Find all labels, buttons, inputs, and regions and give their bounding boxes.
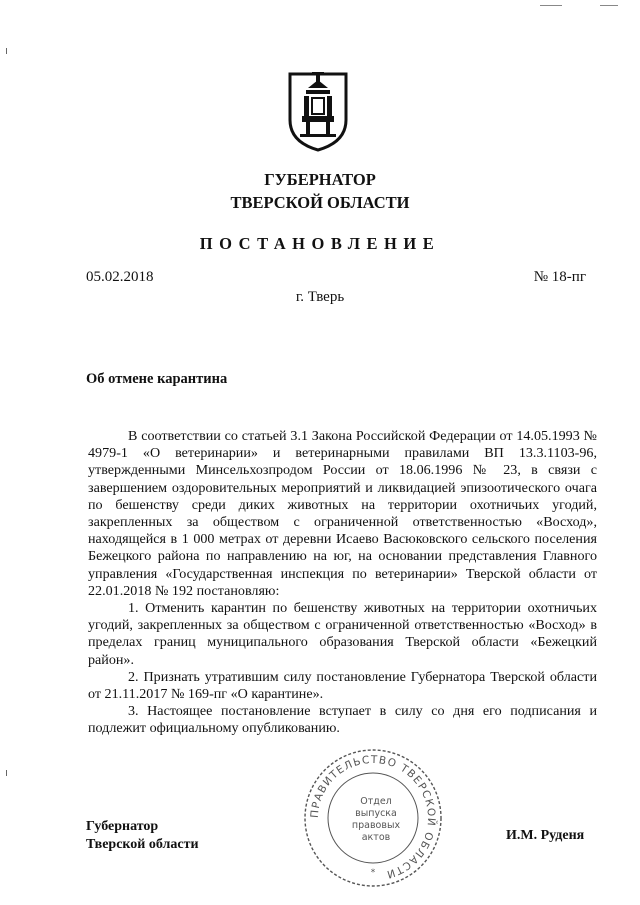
stamp-ring-text: ПРАВИТЕЛЬСТВО ТВЕРСКОЙ ОБЛАСТИ: [308, 753, 438, 881]
issuer-region: ТВЕРСКОЙ ОБЛАСТИ: [230, 193, 410, 212]
resolution-item: 1. Отменить карантин по бешенству животных на территории охотничьих угодий, закрепленных за обществом с ограниченной ответственностью «Восход» в пределах границ муниципального образования Тверской области «Бежецкий район».: [88, 600, 597, 668]
signatory-name: И.М. Руденя: [506, 828, 585, 843]
scan-artifact: [600, 5, 618, 6]
document-city: г. Тверь: [295, 289, 345, 305]
stamp-inner-line: актов: [361, 832, 391, 843]
preamble-paragraph: В соответствии со статьей 3.1 Закона Российской Федерации от 14.05.1993 № 4979-1 «О ветеринарии» и ветеринарными правилами ВП 13.3.1103-96, утвержденными Минсельхозпродом России от 18.06.1996 № 23, в связи с завершением оздоровительных мероприятий и ликвидацией эпизоотического очага по бешенству среди диких животных на территории охотничьих угодий, закрепленных за обществом с ограниченной ответственностью «Восход», находящейся в 1 000 метрах от деревни Исаево Васюковского сельского поселения Бежецкого района по направлению на юг, на основании представления Главного управления «Государственная инспекция по ветеринарии» Тверской области от 22.01.2018 № 192 постановляю:: [88, 428, 597, 599]
issuer-title: ГУБЕРНАТОР: [264, 170, 376, 189]
margin-mark: [6, 770, 7, 776]
margin-mark: [6, 48, 7, 54]
resolution-item: 2. Признать утратившим силу постановление Губернатора Тверской области от 21.11.2017 № 169-пг «О карантине».: [88, 668, 597, 703]
scan-artifact: [540, 5, 562, 6]
stamp-inner-line: правовых: [351, 820, 401, 831]
document-subject: Об отмене карантина: [86, 371, 228, 387]
coat-of-arms-emblem: [286, 70, 350, 152]
resolution-item: 3. Настоящее постановление вступает в силу со дня его подписания и подлежит официальному опубликованию.: [88, 703, 597, 737]
stamp-inner-line: Отдел: [360, 796, 392, 807]
signatory-position: [86, 818, 199, 854]
signatory-title: Губернатор: [86, 819, 159, 834]
document-type: ПОСТАНОВЛЕНИЕ: [199, 234, 441, 253]
signatory-region: Тверской области: [86, 837, 199, 852]
stamp-inner-line: выпуска: [355, 808, 397, 819]
document-date: 05.02.2018: [86, 269, 154, 285]
document-number: № 18-пг: [533, 269, 586, 285]
svg-text:*: *: [370, 868, 376, 878]
document-body: [88, 428, 597, 738]
